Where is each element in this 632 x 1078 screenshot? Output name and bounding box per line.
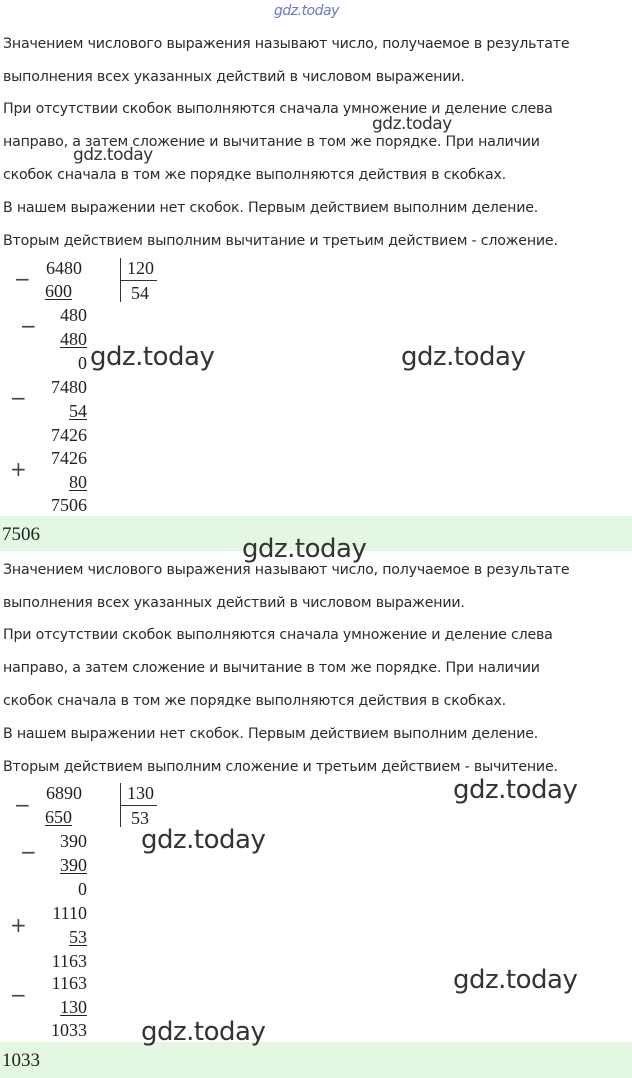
plus-sign: + (10, 457, 27, 481)
text-line: Вторым действием выполним сложение и третьим действием - вычитение. (3, 759, 558, 775)
text-line: При отсутствии скобок выполняются сначала умножение и деление слева (3, 101, 553, 117)
text-line: направо, а затем сложение и вычитание в том же порядке. При наличии (3, 134, 540, 150)
text-line: При отсутствии скобок выполняются сначала умножение и деление слева (3, 627, 553, 643)
text-line: В нашем выражении нет скобок. Первым действием выполним деление. (3, 200, 539, 216)
subtrahend: 650 (45, 807, 72, 827)
subtrahend: 600 (45, 281, 72, 301)
sum: 1163 (51, 951, 87, 971)
watermark-text: gdz.today (372, 114, 452, 134)
answer-band (0, 1042, 632, 1078)
watermark-text: gdz.today (90, 342, 215, 372)
watermark-text: gdz.today (401, 342, 526, 372)
dividend: 6890 (46, 783, 82, 803)
answer: 7506 (2, 524, 40, 545)
divisor: 130 (127, 783, 154, 803)
minuend: 1163 (51, 973, 87, 993)
watermark-text: gdz.today (242, 534, 367, 564)
plus-sign: + (10, 913, 27, 937)
remainder-final: 0 (78, 879, 87, 899)
text-line: Значением числового выражения называют число, получаемое в результате (3, 36, 570, 52)
text-line: Значением числового выражения называют число, получаемое в результате (3, 562, 570, 578)
quotient: 54 (131, 283, 149, 303)
addend: 7426 (51, 448, 87, 468)
watermark-text: gdz.today (453, 965, 578, 995)
difference: 7426 (51, 425, 87, 445)
answer: 1033 (2, 1050, 40, 1071)
minus-sign: − (10, 386, 27, 410)
subtrahend: 480 (60, 329, 87, 349)
quotient: 53 (131, 808, 149, 828)
addend: 53 (69, 927, 87, 947)
text-line: направо, а затем сложение и вычитание в том же порядке. При наличии (3, 660, 540, 676)
text-line: скобок сначала в том же порядке выполняются действия в скобках. (3, 693, 506, 709)
minus-sign: − (14, 793, 31, 817)
minus-sign: − (10, 983, 27, 1007)
subtrahend: 54 (69, 401, 87, 421)
watermark-text: gdz.today (73, 145, 153, 165)
text-line: Вторым действием выполним вычитание и третьим действием - сложение. (3, 233, 558, 249)
addend: 80 (69, 472, 87, 492)
text-line: скобок сначала в том же порядке выполняются действия в скобках. (3, 167, 506, 183)
quotient-line (121, 280, 157, 281)
remainder-final: 0 (78, 353, 87, 373)
watermark-text: gdz.today (141, 1017, 266, 1047)
quotient-line (121, 805, 157, 806)
minus-sign: − (14, 267, 31, 291)
minuend: 7480 (51, 377, 87, 397)
text-line: выполнения всех указанных действий в числовом выражении. (3, 595, 465, 611)
subtrahend: 130 (60, 997, 87, 1017)
header-watermark: gdz.today (274, 3, 339, 19)
sum: 7506 (51, 495, 87, 515)
watermark-text: gdz.today (453, 775, 578, 805)
addend: 1110 (52, 903, 87, 923)
difference: 1033 (51, 1020, 87, 1040)
minus-sign: − (20, 314, 37, 338)
minus-sign: − (20, 840, 37, 864)
subtrahend: 390 (60, 855, 87, 875)
text-line: выполнения всех указанных действий в числовом выражении. (3, 69, 465, 85)
remainder: 390 (60, 831, 87, 851)
divisor: 120 (127, 258, 154, 278)
dividend: 6480 (46, 258, 82, 278)
text-line: В нашем выражении нет скобок. Первым действием выполним деление. (3, 726, 539, 742)
remainder: 480 (60, 305, 87, 325)
watermark-text: gdz.today (141, 825, 266, 855)
